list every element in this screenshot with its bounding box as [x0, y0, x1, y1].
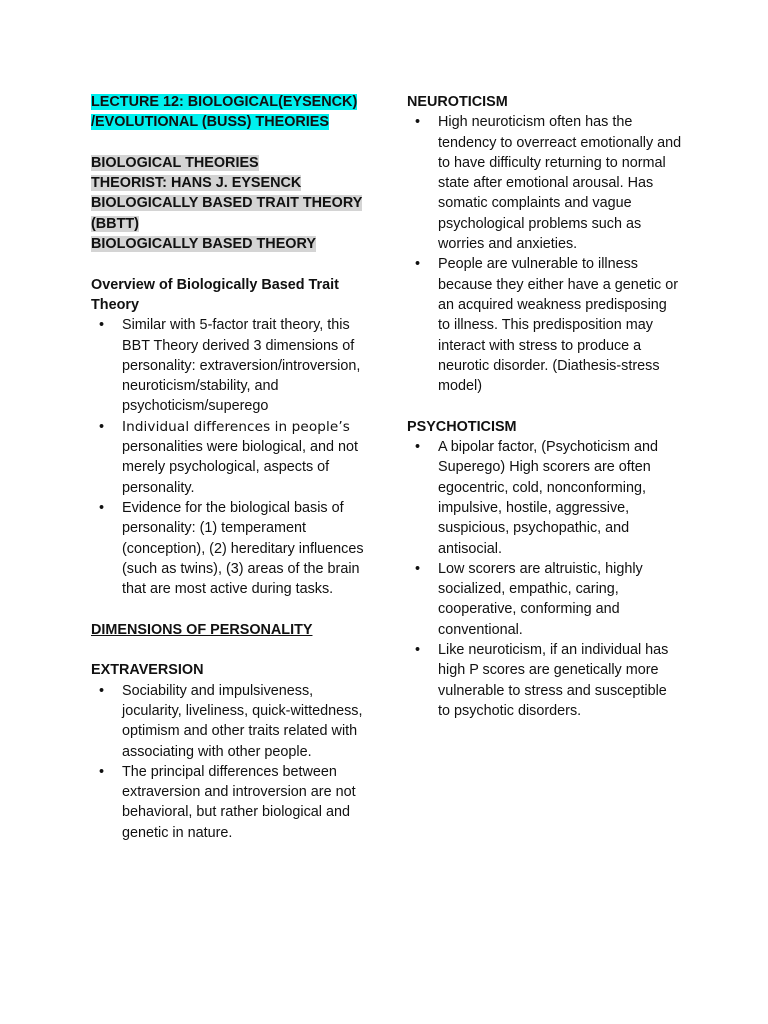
- subhead-bbtt: BIOLOGICALLY BASED TRAIT THEORY: [91, 195, 363, 212]
- dimensions-heading: DIMENSIONS OF PERSONALITY: [91, 621, 313, 638]
- bullet-icon: •: [415, 256, 421, 273]
- bullet-icon: •: [415, 439, 421, 456]
- left-column: [91, 92, 373, 843]
- theory-subheads: [91, 153, 373, 254]
- neuroticism-heading: NEUROTICISM: [407, 94, 508, 110]
- bullet-icon: •: [99, 763, 105, 780]
- subhead-theorist: THEORIST: HANS J. EYSENCK: [91, 175, 302, 192]
- subhead-biological-theories: BIOLOGICAL THEORIES: [91, 154, 259, 171]
- list-item: • Low scorers are altruistic, highly socialized, empathic, caring, cooperative, conforming and conventional.: [415, 560, 643, 638]
- lecture-title: [91, 92, 373, 133]
- bullet-icon: •: [415, 114, 421, 131]
- psychoticism-heading: PSYCHOTICISM: [407, 418, 517, 435]
- bullet-icon: •: [99, 499, 105, 516]
- subhead-bbt: BIOLOGICALLY BASED THEORY: [91, 236, 316, 253]
- list-item: • People are vulnerable to illness because they either have a genetic or an acquired weakness predisposing to illness. This predisposition may interact with stress to produce a neurotic disorder. (Diathesis-stress model): [415, 256, 679, 395]
- bullet-icon: •: [99, 317, 105, 334]
- list-item: • Sociability and impulsiveness, jocularity, liveliness, quick-wittedness, optimism and other traits related with associating with other people.: [99, 682, 363, 760]
- list-item: • Individual differences in people’s personalities were biological, and not merely psychological, aspects of personality.: [99, 418, 358, 496]
- lecture-title-line-2: /EVOLUTIONAL (BUSS) THEORIES: [91, 114, 329, 131]
- list-item: • Like neuroticism, if an individual has high P scores are genetically more vulnerable to stress and susceptible to psychotic disorders.: [415, 642, 669, 719]
- overview-heading: Overview of Biologically Based Trait Theory: [91, 276, 339, 313]
- extraversion-heading: EXTRAVERSION: [91, 662, 204, 679]
- list-item: • A bipolar factor, (Psychoticism and Superego) High scorers are often egocentric, cold, nonconforming, impulsive, hostile, aggressive, suspicious, psychopathic, and antisocial.: [415, 439, 658, 557]
- subhead-bbtt-abbrev: (BBTT): [91, 215, 139, 232]
- neuroticism-list: [407, 112, 682, 396]
- list-item: • The principal differences between extraversion and introversion are not behavioral, but rather biological and genetic in nature.: [99, 763, 356, 841]
- list-item: • Evidence for the biological basis of personality: (1) temperament (conception), (2) hereditary influences (such as twins), (3) areas of the brain that are most active during tasks.: [99, 499, 364, 598]
- list-item: • High neuroticism often has the tendency to overreact emotionally and to have difficulty returning to normal state after emotional arousal. Has somatic complaints and vague psychological problems such as worries and anxieties.: [415, 114, 682, 253]
- bullet-icon: •: [99, 682, 105, 699]
- bullet-icon: •: [415, 642, 421, 659]
- list-item: • Similar with 5-factor trait theory, this BBT Theory derived 3 dimensions of personality: extraversion/introversion, neuroticism/stability, and psychoticism/superego: [99, 317, 361, 415]
- bullet-icon: •: [99, 418, 105, 435]
- psychoticism-list: [407, 437, 682, 721]
- overview-list: [91, 315, 373, 599]
- extraversion-list: [91, 681, 373, 843]
- lecture-title-line-1: LECTURE 12: BIOLOGICAL(EYSENCK): [91, 94, 358, 110]
- right-column: [407, 92, 682, 721]
- bullet-icon: •: [415, 560, 421, 577]
